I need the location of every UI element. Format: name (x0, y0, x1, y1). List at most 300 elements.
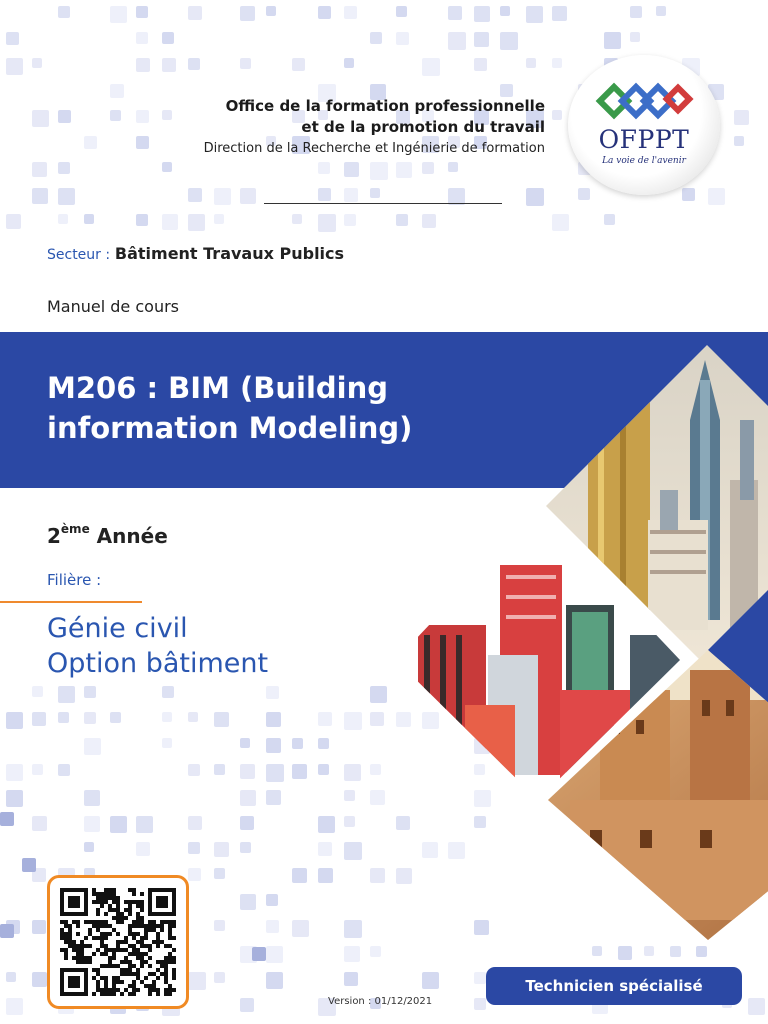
qr-module (116, 920, 120, 924)
qr-module (132, 992, 136, 996)
qr-module (112, 976, 116, 980)
qr-module (100, 900, 104, 904)
qr-module (68, 940, 72, 944)
qr-module (124, 908, 128, 912)
filiere-accent-rule (0, 601, 142, 603)
qr-module (92, 920, 96, 924)
qr-module (148, 972, 152, 976)
qr-module (68, 928, 72, 932)
qr-module (140, 964, 144, 968)
qr-module (116, 988, 120, 992)
org-name-line2: et de la promotion du travail (301, 118, 545, 136)
qr-module (120, 948, 124, 952)
qr-module (136, 956, 140, 960)
qr-module (80, 956, 84, 960)
qr-module (104, 936, 108, 940)
qr-module (148, 956, 152, 960)
qr-module (164, 920, 168, 924)
qr-module (156, 968, 160, 972)
module-title-line1: M206 : BIM (Building (47, 371, 389, 405)
qr-module (132, 944, 136, 948)
qr-module (136, 924, 140, 928)
qr-module (76, 920, 80, 924)
qr-module (152, 940, 156, 944)
qr-module (120, 972, 124, 976)
qr-module (64, 948, 68, 952)
qr-module (100, 940, 104, 944)
qr-module (160, 960, 164, 964)
qr-module (80, 952, 84, 956)
qr-module (112, 984, 116, 988)
level-badge: Technicien spécialisé (486, 967, 742, 1005)
qr-module (96, 928, 100, 932)
qr-module (80, 944, 84, 948)
qr-module (108, 964, 112, 968)
qr-module (172, 960, 176, 964)
qr-module (80, 948, 84, 952)
qr-module (72, 940, 76, 944)
qr-module (116, 896, 120, 900)
qr-module (88, 956, 92, 960)
qr-module (164, 956, 168, 960)
qr-module (92, 936, 96, 940)
qr-module (96, 988, 100, 992)
qr-module (160, 964, 164, 968)
qr-module (116, 904, 120, 908)
qr-module (152, 984, 156, 988)
qr-module (112, 888, 116, 892)
qr-module (168, 952, 172, 956)
qr-module (100, 896, 104, 900)
qr-module (140, 924, 144, 928)
qr-module (124, 916, 128, 920)
year-word: Année (96, 524, 168, 548)
qr-module (84, 944, 88, 948)
qr-module (112, 916, 116, 920)
qr-module (68, 944, 72, 948)
qr-module (112, 952, 116, 956)
qr-module (144, 924, 148, 928)
qr-module (116, 932, 120, 936)
qr-module (128, 952, 132, 956)
qr-module (140, 944, 144, 948)
qr-module (140, 916, 144, 920)
qr-module (140, 892, 144, 896)
filiere-label: Filière : (47, 571, 102, 589)
qr-module (104, 944, 108, 948)
qr-module (164, 968, 168, 972)
qr-module (108, 924, 112, 928)
qr-module (156, 940, 160, 944)
qr-module (104, 948, 108, 952)
qr-module (72, 944, 76, 948)
logo-tagline: La voie de l'avenir (602, 156, 686, 166)
qr-module (148, 920, 152, 924)
year-superscript: ème (60, 522, 90, 537)
qr-module (168, 960, 172, 964)
qr-module (100, 924, 104, 928)
qr-module (96, 896, 100, 900)
qr-module (108, 992, 112, 996)
qr-module (168, 992, 172, 996)
qr-module (96, 924, 100, 928)
qr-module (96, 936, 100, 940)
qr-module (124, 940, 128, 944)
qr-module (148, 992, 152, 996)
qr-module (84, 960, 88, 964)
qr-module (136, 920, 140, 924)
qr-module (132, 984, 136, 988)
qr-module (128, 900, 132, 904)
qr-module (132, 980, 136, 984)
qr-module (168, 928, 172, 932)
qr-module (112, 992, 116, 996)
qr-module (104, 976, 108, 980)
qr-module (140, 952, 144, 956)
qr-module (64, 940, 68, 944)
qr-module (76, 948, 80, 952)
qr-module (128, 944, 132, 948)
qr-module (148, 928, 152, 932)
qr-module (168, 956, 172, 960)
qr-module (132, 972, 136, 976)
qr-module (88, 960, 92, 964)
qr-module (104, 912, 108, 916)
qr-module (60, 928, 64, 932)
qr-module (92, 952, 96, 956)
qr-module (172, 976, 176, 980)
qr-module (72, 920, 76, 924)
qr-module (100, 992, 104, 996)
qr-module (132, 892, 136, 896)
qr-module (104, 984, 108, 988)
qr-code-frame (47, 875, 189, 1009)
qr-module (112, 988, 116, 992)
qr-module (104, 952, 108, 956)
qr-module (132, 924, 136, 928)
qr-module (128, 968, 132, 972)
qr-module (160, 920, 164, 924)
filiere-line1: Génie civil (47, 613, 188, 644)
qr-module (128, 964, 132, 968)
qr-module (64, 932, 68, 936)
qr-module (140, 960, 144, 964)
qr-module (92, 892, 96, 896)
qr-module (120, 992, 124, 996)
qr-module (132, 952, 136, 956)
sector-value: Bâtiment Travaux Publics (114, 244, 345, 263)
qr-module (96, 920, 100, 924)
qr-module (108, 932, 112, 936)
qr-module (64, 924, 68, 928)
qr-module (96, 900, 100, 904)
qr-module (84, 956, 88, 960)
qr-module (140, 920, 144, 924)
qr-module (156, 924, 160, 928)
qr-module (172, 924, 176, 928)
qr-module (96, 912, 100, 916)
qr-module (100, 920, 104, 924)
qr-module (120, 968, 124, 972)
qr-module (112, 928, 116, 932)
qr-module (124, 988, 128, 992)
qr-module (76, 932, 80, 936)
qr-module (164, 964, 168, 968)
qr-module (104, 964, 108, 968)
qr-module (124, 960, 128, 964)
qr-module (92, 900, 96, 904)
qr-module (112, 948, 116, 952)
qr-module (136, 940, 140, 944)
qr-module (160, 924, 164, 928)
qr-module (88, 944, 92, 948)
qr-module (64, 920, 68, 924)
qr-module (164, 980, 168, 984)
qr-module (132, 964, 136, 968)
qr-module (104, 988, 108, 992)
qr-module (128, 932, 132, 936)
qr-code-icon (60, 888, 176, 996)
qr-module (88, 920, 92, 924)
qr-module (104, 896, 108, 900)
qr-module (100, 988, 104, 992)
qr-module (144, 932, 148, 936)
qr-module (152, 980, 156, 984)
qr-module (136, 988, 140, 992)
qr-module (124, 972, 128, 976)
qr-module (104, 920, 108, 924)
qr-module (76, 956, 80, 960)
qr-module (96, 968, 100, 972)
logo-wordmark: OFPPT (598, 125, 690, 154)
qr-module (68, 932, 72, 936)
qr-module (120, 980, 124, 984)
qr-module (112, 900, 116, 904)
qr-module (108, 888, 112, 892)
qr-module (120, 960, 124, 964)
qr-module (104, 900, 108, 904)
qr-module (76, 952, 80, 956)
qr-module (164, 988, 168, 992)
qr-module (168, 944, 172, 948)
year-ordinal: 2 (47, 524, 61, 548)
qr-module (148, 948, 152, 952)
qr-module (132, 900, 136, 904)
qr-module (68, 924, 72, 928)
qr-module (100, 904, 104, 908)
qr-module (132, 948, 136, 952)
qr-module (116, 948, 120, 952)
qr-module (92, 976, 96, 980)
qr-module (140, 940, 144, 944)
qr-module (124, 936, 128, 940)
qr-module (108, 908, 112, 912)
qr-module (88, 928, 92, 932)
org-name-line1: Office de la formation professionnelle (225, 97, 545, 115)
qr-module (132, 932, 136, 936)
qr-module (144, 976, 148, 980)
qr-module (108, 948, 112, 952)
qr-module (168, 936, 172, 940)
qr-module (108, 960, 112, 964)
qr-module (104, 980, 108, 984)
qr-module (124, 900, 128, 904)
qr-module (104, 992, 108, 996)
qr-module (172, 968, 176, 972)
qr-module (96, 972, 100, 976)
qr-module (60, 936, 64, 940)
qr-module (140, 980, 144, 984)
qr-module (152, 988, 156, 992)
qr-module (172, 920, 176, 924)
qr-module (68, 936, 72, 940)
qr-module (136, 976, 140, 980)
qr-module (172, 956, 176, 960)
qr-module (108, 904, 112, 908)
qr-module (100, 944, 104, 948)
qr-module (96, 892, 100, 896)
qr-module (112, 980, 116, 984)
qr-module (140, 908, 144, 912)
qr-module (96, 908, 100, 912)
qr-module (72, 948, 76, 952)
qr-module (100, 936, 104, 940)
qr-module (136, 900, 140, 904)
qr-module (160, 972, 164, 976)
qr-module (168, 920, 172, 924)
filiere-value (47, 611, 268, 681)
qr-module (108, 956, 112, 960)
qr-module (64, 952, 68, 956)
qr-module (144, 960, 148, 964)
qr-module (100, 892, 104, 896)
qr-module (108, 896, 112, 900)
qr-module (76, 960, 80, 964)
qr-module (156, 932, 160, 936)
qr-module (148, 988, 152, 992)
qr-module (172, 936, 176, 940)
qr-module (60, 920, 64, 924)
qr-module (72, 956, 76, 960)
qr-module (104, 892, 108, 896)
qr-module (108, 892, 112, 896)
qr-module (128, 924, 132, 928)
qr-module (100, 952, 104, 956)
qr-module (152, 924, 156, 928)
qr-module (136, 948, 140, 952)
qr-module (104, 888, 108, 892)
qr-module (92, 992, 96, 996)
qr-module (100, 932, 104, 936)
qr-module (144, 936, 148, 940)
qr-module (96, 948, 100, 952)
qr-module (116, 976, 120, 980)
qr-module (156, 992, 160, 996)
qr-module (60, 948, 64, 952)
qr-module (140, 904, 144, 908)
qr-module (136, 932, 140, 936)
qr-module (120, 916, 124, 920)
qr-module (100, 964, 104, 968)
sector-label: Secteur : (47, 247, 111, 263)
qr-module (136, 912, 140, 916)
qr-module (132, 936, 136, 940)
qr-module (116, 916, 120, 920)
qr-module (132, 920, 136, 924)
qr-module (120, 912, 124, 916)
qr-module (84, 936, 88, 940)
qr-module (156, 936, 160, 940)
qr-module (112, 964, 116, 968)
qr-module (124, 948, 128, 952)
qr-module (128, 928, 132, 932)
qr-module (164, 944, 168, 948)
qr-module (148, 924, 152, 928)
qr-module (116, 908, 120, 912)
qr-module (136, 972, 140, 976)
qr-module (152, 972, 156, 976)
qr-module (144, 928, 148, 932)
filiere-line2: Option bâtiment (47, 648, 269, 679)
qr-module (172, 988, 176, 992)
qr-module (156, 976, 160, 980)
qr-module (168, 984, 172, 988)
qr-module (60, 932, 64, 936)
qr-module (116, 980, 120, 984)
qr-module (152, 920, 156, 924)
qr-module (128, 912, 132, 916)
qr-module (112, 896, 116, 900)
qr-module (116, 964, 120, 968)
qr-module (116, 940, 120, 944)
qr-module (156, 960, 160, 964)
qr-module (88, 932, 92, 936)
qr-module (152, 928, 156, 932)
qr-module (128, 992, 132, 996)
qr-module (156, 988, 160, 992)
qr-module (64, 936, 68, 940)
qr-module (120, 920, 124, 924)
qr-module (168, 924, 172, 928)
qr-module (80, 940, 84, 944)
qr-module (136, 952, 140, 956)
qr-module (156, 944, 160, 948)
qr-module (140, 936, 144, 940)
qr-finder (156, 896, 168, 908)
qr-module (108, 988, 112, 992)
qr-module (164, 960, 168, 964)
qr-module (148, 944, 152, 948)
qr-module (136, 916, 140, 920)
qr-module (116, 944, 120, 948)
qr-module (132, 888, 136, 892)
qr-module (76, 944, 80, 948)
qr-module (144, 952, 148, 956)
qr-module (124, 968, 128, 972)
qr-module (92, 924, 96, 928)
qr-module (116, 900, 120, 904)
qr-module (100, 976, 104, 980)
qr-module (104, 924, 108, 928)
qr-module (136, 904, 140, 908)
qr-finder (68, 896, 80, 908)
qr-module (128, 960, 132, 964)
qr-module (164, 976, 168, 980)
version-text: Version : 01/12/2021 (328, 996, 433, 1007)
qr-module (168, 988, 172, 992)
qr-module (96, 980, 100, 984)
qr-module (172, 948, 176, 952)
